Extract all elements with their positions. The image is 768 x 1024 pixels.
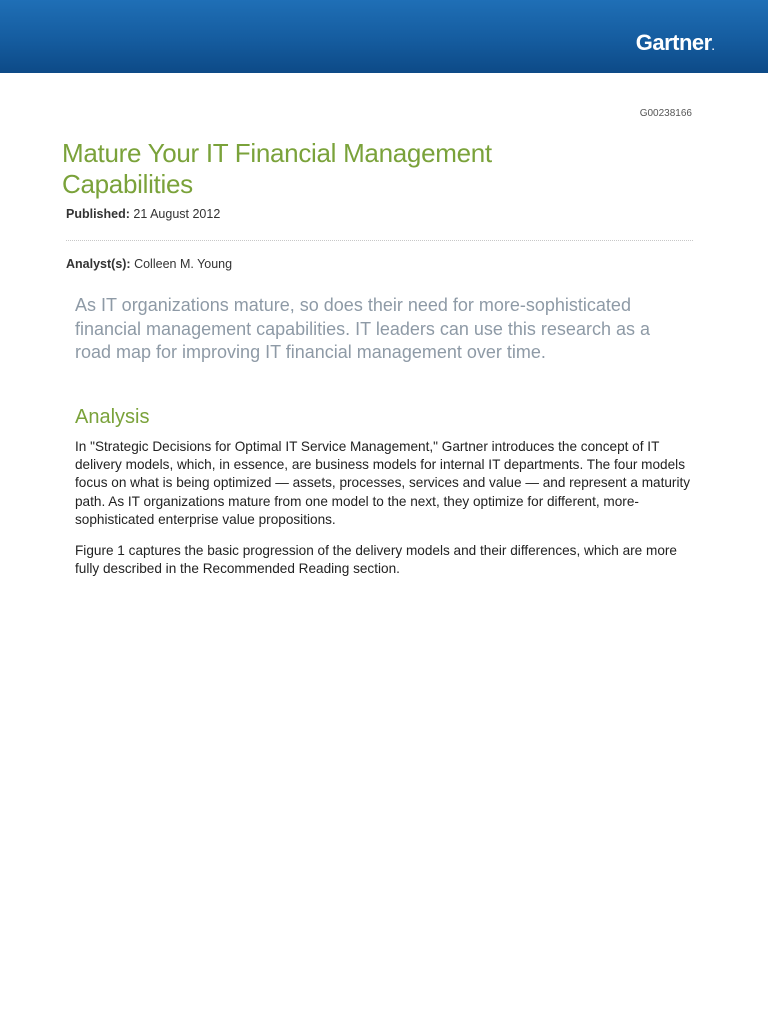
analysis-paragraph-2: Figure 1 captures the basic progression of the delivery models and their differences, which are more fully described in the Recommended Reading section.	[75, 543, 677, 577]
published-date: 21 August 2012	[133, 207, 221, 221]
document-title: Mature Your IT Financial Management Capabilities	[62, 138, 492, 199]
analysts-names: Colleen M. Young	[134, 257, 233, 271]
document-id: G00238166	[639, 108, 692, 119]
analysts-line	[66, 257, 232, 271]
gartner-logo	[636, 30, 714, 61]
analysis-paragraph-1: In "Strategic Decisions for Optimal IT Service Management," Gartner introduces the concept of IT delivery models, which, in essence, are business models for internal IT departments. The four models focus on what is being optimized — assets, processes, services and value — and represent a maturity path. As IT organizations mature from one model to the next, they optimize for different, more-sophisticated enterprise value propositions.	[75, 439, 691, 527]
published-label: Published:	[66, 207, 130, 221]
divider	[66, 240, 693, 241]
logo-mark: .	[711, 42, 714, 53]
logo-text: Gartner	[635, 30, 712, 55]
published-line	[66, 207, 220, 221]
summary-text: As IT organizations mature, so does their need for more-sophisticated financial management capabilities. IT leaders can use this research as a road map for improving IT financial management over time.	[75, 295, 650, 362]
analysts-label: Analyst(s):	[66, 257, 131, 271]
header-bar	[0, 0, 768, 73]
analysis-heading: Analysis	[75, 406, 150, 428]
